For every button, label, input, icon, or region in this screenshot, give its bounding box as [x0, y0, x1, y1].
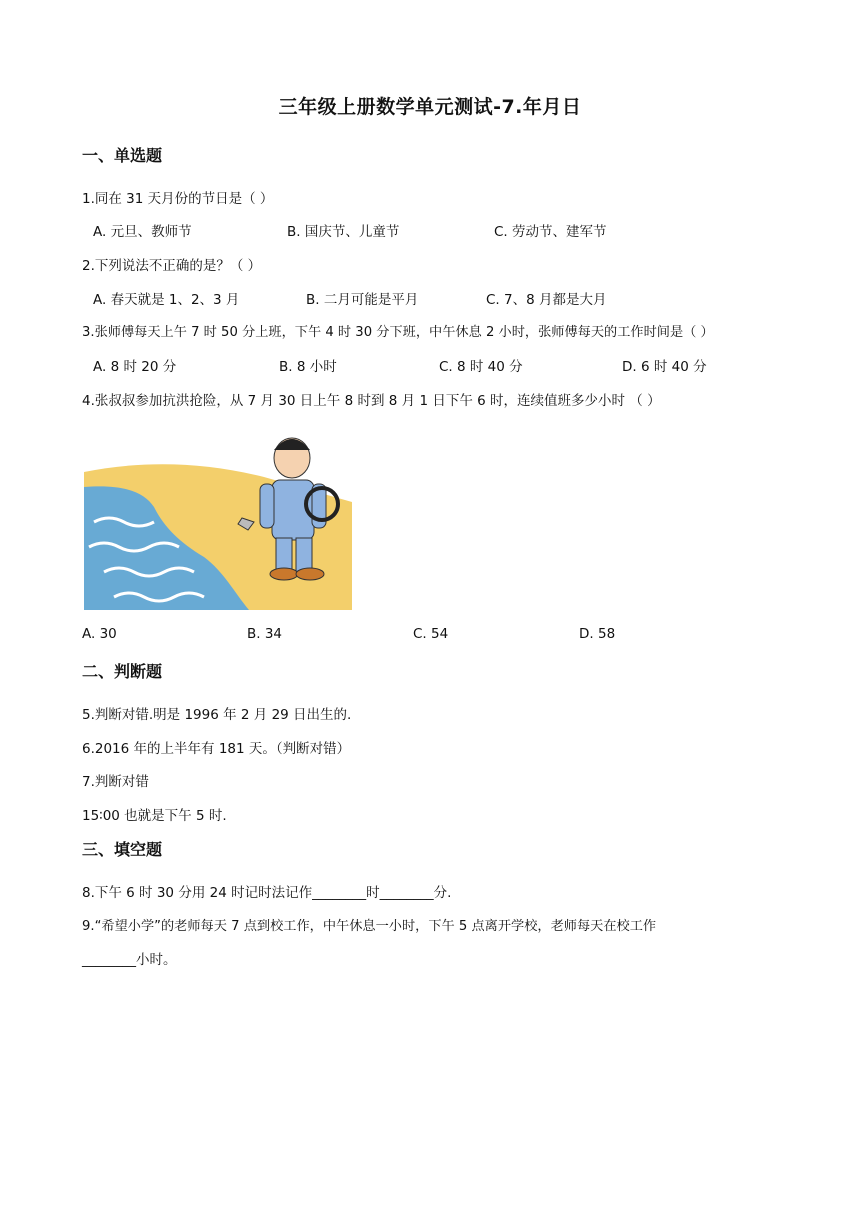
question-9-continuation: ________小时。 [82, 952, 177, 968]
q4-option-c: C. 54 [413, 626, 449, 642]
section-heading-fill-blank: 三、填空题 [82, 840, 163, 859]
question-2: 2.下列说法不正确的是？（ ） [82, 258, 262, 274]
section-heading-true-false: 二、判断题 [82, 662, 163, 681]
q4-option-d: D. 58 [579, 626, 616, 642]
question-5: 5.判断对错.明是 1996 年 2 月 29 日出生的. [82, 707, 352, 723]
q3-option-d: D. 6 时 40 分 [622, 359, 707, 375]
section-heading-single-choice: 一、单选题 [82, 146, 163, 165]
q3-option-a: A. 8 时 20 分 [93, 359, 177, 375]
question-6: 6.2016 年的上半年有 181 天。（判断对错） [82, 741, 351, 757]
page-title: 三年级上册数学单元测试-7.年月日 [278, 96, 582, 118]
question-3: 3.张师傅每天上午 7 时 50 分上班，下午 4 时 30 分下班，中午休息 2 小时，张师傅每天的工作时间是（ ） [82, 325, 714, 340]
question-7: 7.判断对错 [82, 774, 149, 790]
question-8: 8.下午 6 时 30 分用 24 时记时法记作________时________分. [82, 885, 452, 901]
flood-worker-illustration [84, 432, 352, 610]
question-7-statement: 15∶00 也就是下午 5 时. [82, 808, 227, 824]
q1-option-c: C. 劳动节、建军节 [494, 224, 607, 240]
q2-option-a: A. 春天就是 1、2、3 月 [93, 292, 240, 308]
question-9: 9.“希望小学”的老师每天 7 点到校工作，中午休息一小时，下午 5 点离开学校，老师每天在校工作 [82, 919, 657, 934]
q1-option-a: A. 元旦、教师节 [93, 224, 192, 240]
q4-option-b: B. 34 [247, 626, 283, 642]
q2-option-b: B. 二月可能是平月 [306, 292, 419, 308]
q3-option-c: C. 8 时 40 分 [439, 359, 523, 375]
q2-option-c: C. 7、8 月都是大月 [486, 292, 607, 308]
q4-option-a: A. 30 [82, 626, 117, 642]
question-1: 1.同在 31 天月份的节日是（ ） [82, 191, 274, 207]
q3-option-b: B. 8 小时 [279, 359, 337, 375]
question-4: 4.张叔叔参加抗洪抢险，从 7 月 30 日上午 8 时到 8 月 1 日下午 6 时，连续值班多少小时 （ ） [82, 393, 661, 409]
q1-option-b: B. 国庆节、儿童节 [287, 224, 400, 240]
